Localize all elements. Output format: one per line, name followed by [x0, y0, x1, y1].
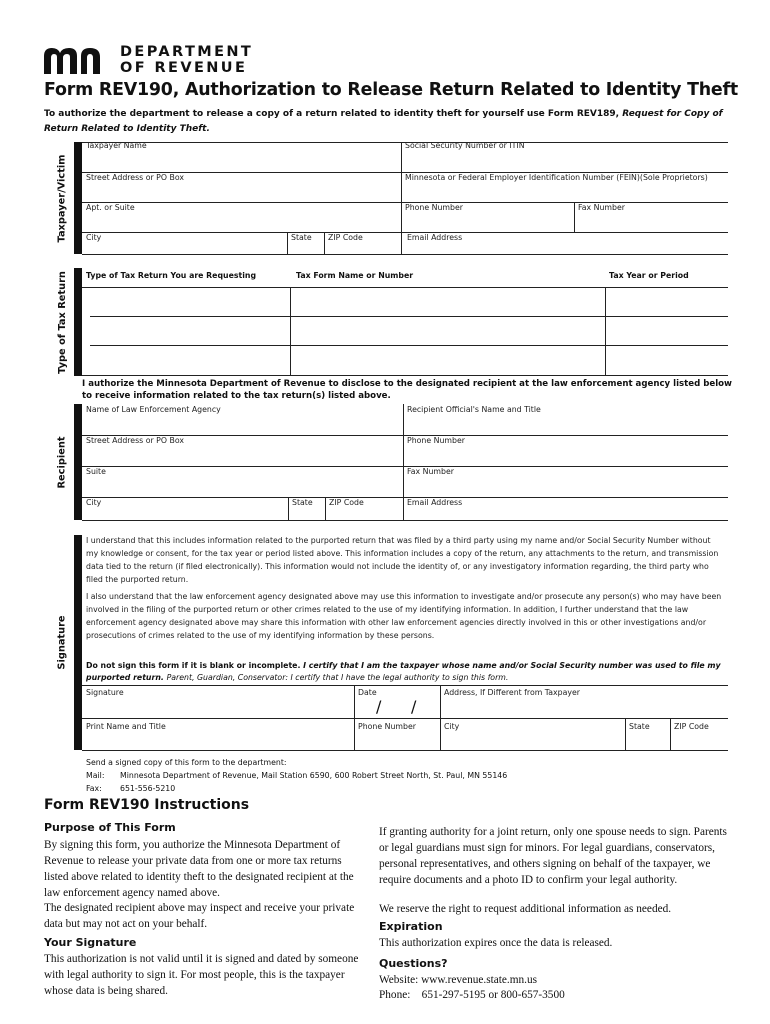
divider: [288, 497, 289, 520]
taxpayer-street-field[interactable]: Street Address or PO Box: [86, 173, 184, 182]
recipient-suite-field[interactable]: Suite: [86, 467, 106, 476]
recipient-email-field[interactable]: Email Address: [407, 498, 463, 507]
rule: [82, 685, 728, 686]
intro-italic: Request for Copy of Return Related to Identity Theft.: [44, 109, 723, 134]
section-signature: [55, 535, 69, 750]
taxpayer-email-field[interactable]: Email Address: [407, 233, 463, 242]
recipient-city-field[interactable]: City: [86, 498, 102, 507]
signature-heading: Your Signature: [44, 936, 137, 949]
recipient-official-field[interactable]: Recipient Official's Name and Title: [407, 405, 541, 414]
signature-instructions: This authorization is not valid until it is signed and dated by someone with legal authority to sign it. For most people, this is the taxpayer whose data is being shared.: [44, 953, 359, 997]
signer-city-field[interactable]: City: [444, 722, 460, 731]
rule: [82, 750, 728, 751]
mn-logo-icon: [44, 46, 114, 74]
tax-return-row[interactable]: [90, 345, 728, 346]
fax-number: 651-556-5210: [120, 784, 176, 793]
mail-label: Mail:: [86, 771, 105, 780]
divider: [401, 142, 402, 254]
logo-line-2: OF REVENUE: [120, 59, 248, 76]
send-intro: Send a signed copy of this form to the department:: [86, 758, 287, 767]
signer-phone-field[interactable]: Phone Number: [358, 722, 416, 731]
questions-heading: Questions?: [379, 957, 448, 970]
recipient-street-field[interactable]: Street Address or PO Box: [86, 436, 184, 445]
section-tax-return: [55, 268, 69, 376]
rule: [82, 287, 728, 288]
signature-field[interactable]: Signature: [86, 688, 124, 697]
section-bar-tax-return: [74, 268, 82, 376]
divider: [287, 232, 288, 254]
agency-name-field[interactable]: Name of Law Enforcement Agency: [86, 405, 221, 414]
section-bar-recipient: [74, 404, 82, 520]
ssn-field[interactable]: Social Security Number or ITIN: [405, 141, 525, 150]
rule: [82, 232, 728, 233]
section-tax-return-label: Type of Tax Return: [56, 270, 68, 374]
rule: [82, 466, 728, 467]
recipient-state-field[interactable]: State: [292, 498, 313, 507]
website-text: Website: www.revenue.state.mn.us: [379, 974, 538, 986]
blank-warning: Do not sign this form if it is blank or incomplete.: [86, 661, 301, 670]
tax-year-header: Tax Year or Period: [609, 271, 689, 280]
instructions-title: Form REV190 Instructions: [44, 797, 250, 813]
purpose-heading: Purpose of This Form: [44, 821, 176, 834]
section-taxpayer-label: Taxpayer/Victim: [56, 154, 68, 242]
taxpayer-fax-field[interactable]: Fax Number: [578, 203, 625, 212]
send-instructions: [86, 756, 507, 795]
guardian-statement: Parent, Guardian, Conservator: I certify that I have the legal authority to sign this form.: [166, 673, 509, 682]
divider: [324, 232, 325, 254]
divider: [625, 718, 626, 750]
recipient-phone-field[interactable]: Phone Number: [407, 436, 465, 445]
send-mail-row: [86, 769, 507, 782]
divider: [403, 404, 404, 520]
rule: [82, 254, 728, 255]
section-signature-label: Signature: [56, 615, 68, 670]
divider: [605, 287, 606, 375]
signature-paragraph-1: I understand that this includes information related to the purported return that was filed by a third party using my name and/or Social Security Number without my knowledge or consent, for the tax year or period listed above. This information includes a copy of the return, any attachments to the return, and transmission data tied to the return (if filed electronically). This information would not include the identity of, or any investigatory information regarding, the third party who filed the purported return.: [86, 536, 719, 584]
divider: [290, 287, 291, 375]
form-title: Form REV190, Authorization to Release Return Related to Identity Theft: [44, 80, 738, 100]
mail-address: Minnesota Department of Revenue, Mail Station 6590, 600 Robert Street North, St. Paul, MN 55146: [120, 771, 508, 780]
tax-return-type-header: Type of Tax Return You are Requesting: [86, 271, 257, 280]
phone-text: Phone: 651-297-5195 or 800-657-3500: [379, 989, 565, 1001]
date-slash-icon: /: [411, 697, 417, 716]
signer-zip-field[interactable]: ZIP Code: [674, 722, 709, 731]
intro-plain: To authorize the department to release a copy of a return related to identity theft for yourself use Form REV189,: [44, 109, 623, 119]
recipient-fax-field[interactable]: Fax Number: [407, 467, 454, 476]
recipient-zip-field[interactable]: ZIP Code: [329, 498, 364, 507]
section-recipient-label: Recipient: [56, 435, 68, 489]
signer-state-field[interactable]: State: [629, 722, 650, 731]
date-slash-icon: /: [376, 697, 382, 716]
reserve-text: We reserve the right to request additional information as needed.: [379, 903, 672, 915]
rule: [82, 718, 728, 719]
divider: [325, 497, 326, 520]
tax-return-row[interactable]: [90, 316, 728, 317]
date-field[interactable]: Date: [358, 688, 377, 697]
section-taxpayer: [55, 142, 69, 254]
rule: [82, 520, 728, 521]
fein-field[interactable]: Minnesota or Federal Employer Identification Number (FEIN)(Sole Proprietors): [405, 173, 708, 182]
taxpayer-apt-field[interactable]: Apt. or Suite: [86, 203, 135, 212]
taxpayer-state-field[interactable]: State: [291, 233, 312, 242]
expiration-heading: Expiration: [379, 920, 443, 933]
department-logo: [44, 44, 254, 78]
print-name-field[interactable]: Print Name and Title: [86, 722, 166, 731]
certify-statement: I certify that I am the taxpayer whose name and/or Social Security number was used to file my purported return.: [86, 661, 721, 682]
taxpayer-phone-field[interactable]: Phone Number: [405, 203, 463, 212]
divider: [670, 718, 671, 750]
divider: [574, 202, 575, 232]
recipient-statement: I authorize the Minnesota Department of Revenue to disclose to the designated recipient at the law enforcement agency listed below to receive information related to the tax return(s) listed above.: [82, 379, 732, 401]
purpose-text-1: By signing this form, you authorize the Minnesota Department of Revenue to release your private data from one or more tax returns listed above related to identity theft to the designated recipient at the law enforcement agency named above.: [44, 839, 354, 899]
logo-line-1: DEPARTMENT: [120, 44, 254, 60]
logo-text: [120, 45, 253, 76]
taxpayer-zip-field[interactable]: ZIP Code: [328, 233, 363, 242]
fax-label: Fax:: [86, 784, 102, 793]
purpose-text-2: The designated recipient above may inspect and receive your private data but may not act on your behalf.: [44, 902, 355, 930]
expiration-text: This authorization expires once the data is released.: [379, 937, 613, 949]
rule: [82, 497, 728, 498]
intro-text: [44, 107, 724, 137]
alternate-address-field[interactable]: Address, If Different from Taxpayer: [444, 688, 581, 697]
send-fax-row: [86, 782, 507, 795]
section-recipient: [55, 404, 69, 520]
signature-paragraph-2: I also understand that the law enforcement agency designated above may use this information to investigate and/or prosecute any person(s) who may have been involved in the filing of the purported return or other crimes related to the use of my identifying information. In addition, I further understand that the law enforcement agency designated above may share this information with other law enforcement agencies directly involved in this or other investigations and/or prosecutions of crimes related to the use of my identifying information by these persons.: [86, 592, 722, 640]
taxpayer-city-field[interactable]: City: [86, 233, 102, 242]
tax-form-header: Tax Form Name or Number: [296, 271, 414, 280]
rule: [82, 375, 728, 376]
taxpayer-name-field[interactable]: Taxpayer Name: [86, 141, 147, 150]
section-bar-signature: [74, 535, 82, 750]
certification-text: [86, 660, 736, 684]
joint-return-text: If granting authority for a joint return, only one spouse needs to sign. Parents or legal guardians must sign for minors. For legal guardians, conservators, personal representatives, and others signing on behalf of the taxpayer, we require documents and a photo ID to confirm your legal authority.: [379, 826, 727, 886]
section-bar-taxpayer: [74, 142, 82, 254]
